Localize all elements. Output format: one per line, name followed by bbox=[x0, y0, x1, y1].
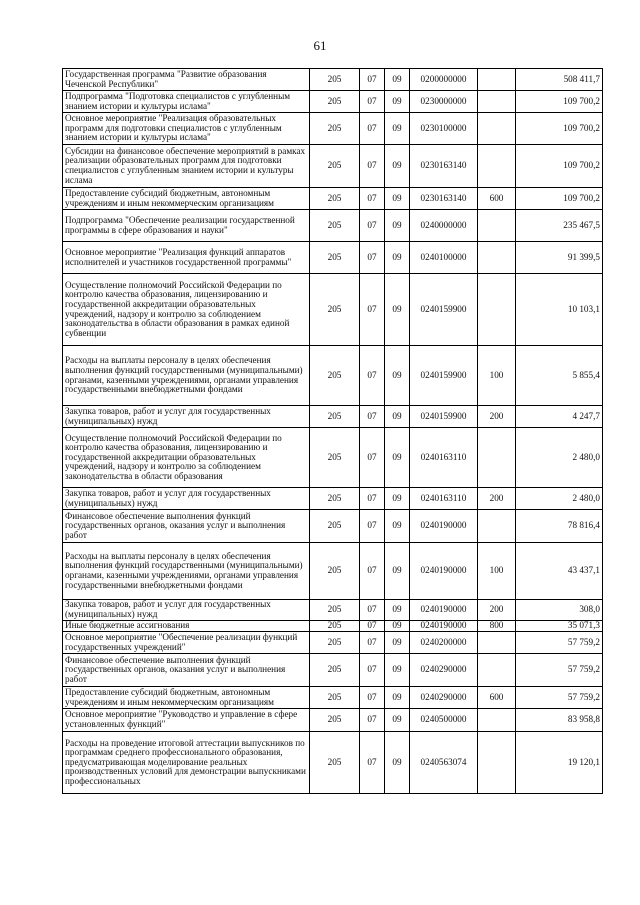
row-gr: 205 bbox=[310, 510, 360, 543]
row-vr bbox=[478, 91, 516, 113]
table-row bbox=[63, 406, 603, 428]
row-csr: 0230000000 bbox=[410, 91, 478, 113]
row-vr bbox=[478, 210, 516, 242]
row-csr: 0240163110 bbox=[410, 488, 478, 510]
row-csr: 0240190000 bbox=[410, 621, 478, 632]
row-vr: 200 bbox=[478, 406, 516, 428]
row-vr: 200 bbox=[478, 488, 516, 510]
row-gr: 205 bbox=[310, 274, 360, 346]
row-pr: 09 bbox=[385, 69, 410, 91]
row-rz: 07 bbox=[360, 654, 385, 687]
row-vr bbox=[478, 709, 516, 732]
row-gr: 205 bbox=[310, 406, 360, 428]
row-gr: 205 bbox=[310, 346, 360, 406]
row-rz: 07 bbox=[360, 274, 385, 346]
row-pr: 09 bbox=[385, 687, 410, 709]
row-csr: 0240200000 bbox=[410, 632, 478, 654]
row-vr bbox=[478, 274, 516, 346]
row-name: Основное мероприятие "Реализация образовательных программ для подготовки специалистов с углубленным знанием истории и культуры ислама" bbox=[63, 113, 310, 145]
table-row bbox=[63, 274, 603, 346]
row-pr: 09 bbox=[385, 91, 410, 113]
row-pr: 09 bbox=[385, 732, 410, 794]
table-row bbox=[63, 687, 603, 709]
row-name: Основное мероприятие "Обеспечение реализации функций государственных учреждений" bbox=[63, 632, 310, 654]
row-vr bbox=[478, 510, 516, 543]
row-gr: 205 bbox=[310, 188, 360, 210]
table-row bbox=[63, 188, 603, 210]
row-gr: 205 bbox=[310, 113, 360, 145]
page-number: 61 bbox=[313, 38, 327, 53]
row-vr bbox=[478, 145, 516, 188]
table-row bbox=[63, 91, 603, 113]
budget-table bbox=[62, 68, 603, 794]
row-vr bbox=[478, 428, 516, 488]
table-row bbox=[63, 543, 603, 600]
row-gr: 205 bbox=[310, 91, 360, 113]
row-pr: 09 bbox=[385, 210, 410, 242]
row-csr: 0240190000 bbox=[410, 600, 478, 621]
row-name: Основное мероприятие "Реализация функций аппаратов исполнителей и участников государственной программы" bbox=[63, 242, 310, 274]
row-rz: 07 bbox=[360, 632, 385, 654]
row-vr: 600 bbox=[478, 188, 516, 210]
row-sum: 43 437,1 bbox=[516, 543, 603, 600]
row-sum: 2 480,0 bbox=[516, 428, 603, 488]
row-sum: 57 759,2 bbox=[516, 687, 603, 709]
row-sum: 57 759,2 bbox=[516, 632, 603, 654]
row-name: Расходы на проведение итоговой аттестации выпускников по программам среднего профессионального образования, предусматривающая моделирование реальных производственных условий для демонстрации выпускниками профессиональных bbox=[63, 732, 310, 794]
table-row bbox=[63, 488, 603, 510]
row-rz: 07 bbox=[360, 91, 385, 113]
row-sum: 35 071,3 bbox=[516, 621, 603, 632]
row-csr: 0240290000 bbox=[410, 654, 478, 687]
row-name: Осуществление полномочий Российской Федерации по контролю качества образования, лицензированию и государственной аккредитации образовательных учреждений, надзору и контролю за соблюдением законодательства в области образования в рамках единой субвенции bbox=[63, 274, 310, 346]
table-row bbox=[63, 654, 603, 687]
row-rz: 07 bbox=[360, 543, 385, 600]
row-name: Подпрограмма "Подготовка специалистов с углубленным знанием истории и культуры ислама" bbox=[63, 91, 310, 113]
row-gr: 205 bbox=[310, 145, 360, 188]
row-rz: 07 bbox=[360, 428, 385, 488]
row-vr: 100 bbox=[478, 346, 516, 406]
row-vr bbox=[478, 242, 516, 274]
row-sum: 109 700,2 bbox=[516, 188, 603, 210]
table-row bbox=[63, 621, 603, 632]
row-rz: 07 bbox=[360, 188, 385, 210]
row-pr: 09 bbox=[385, 600, 410, 621]
row-name: Финансовое обеспечение выполнения функций государственных органов, оказания услуг и выполнения работ bbox=[63, 510, 310, 543]
row-name: Осуществление полномочий Российской Федерации по контролю качества образования, лицензированию и государственной аккредитации образовательных учреждений, надзору и контролю за соблюдением законодательства в области образования bbox=[63, 428, 310, 488]
table-row bbox=[63, 632, 603, 654]
row-sum: 508 411,7 bbox=[516, 69, 603, 91]
row-pr: 09 bbox=[385, 242, 410, 274]
row-sum: 109 700,2 bbox=[516, 145, 603, 188]
table-row bbox=[63, 69, 603, 91]
row-pr: 09 bbox=[385, 488, 410, 510]
row-csr: 0240159900 bbox=[410, 274, 478, 346]
row-gr: 205 bbox=[310, 687, 360, 709]
table-row bbox=[63, 510, 603, 543]
row-sum: 10 103,1 bbox=[516, 274, 603, 346]
row-pr: 09 bbox=[385, 113, 410, 145]
row-rz: 07 bbox=[360, 621, 385, 632]
row-vr: 800 bbox=[478, 621, 516, 632]
row-csr: 0240563074 bbox=[410, 732, 478, 794]
row-gr: 205 bbox=[310, 621, 360, 632]
row-name: Субсидии на финансовое обеспечение мероприятий в рамках реализации образовательных программ для подготовки специалистов с углубленным знанием истории и культуры ислама bbox=[63, 145, 310, 188]
row-name: Расходы на выплаты персоналу в целях обеспечения выполнения функций государственными (муниципальными) органами, казенными учреждениями, органами управления государственными внебюджетными фондами bbox=[63, 346, 310, 406]
row-rz: 07 bbox=[360, 210, 385, 242]
row-rz: 07 bbox=[360, 600, 385, 621]
table-row bbox=[63, 346, 603, 406]
row-pr: 09 bbox=[385, 428, 410, 488]
row-vr bbox=[478, 632, 516, 654]
budget-table-body bbox=[63, 69, 603, 794]
row-pr: 09 bbox=[385, 709, 410, 732]
row-name: Государственная программа "Развитие образования Чеченской Республики" bbox=[63, 69, 310, 91]
row-rz: 07 bbox=[360, 732, 385, 794]
row-name: Основное мероприятие "Руководство и управление в сфере установленных функций" bbox=[63, 709, 310, 732]
row-sum: 2 480,0 bbox=[516, 488, 603, 510]
row-rz: 07 bbox=[360, 406, 385, 428]
row-csr: 0240190000 bbox=[410, 543, 478, 600]
row-gr: 205 bbox=[310, 543, 360, 600]
row-vr bbox=[478, 654, 516, 687]
table-row bbox=[63, 210, 603, 242]
row-gr: 205 bbox=[310, 654, 360, 687]
row-name: Предоставление субсидий бюджетным, автономным учреждениям и иным некоммерческим организациям bbox=[63, 188, 310, 210]
row-pr: 09 bbox=[385, 346, 410, 406]
row-sum: 57 759,2 bbox=[516, 654, 603, 687]
table-row bbox=[63, 709, 603, 732]
row-rz: 07 bbox=[360, 346, 385, 406]
row-pr: 09 bbox=[385, 510, 410, 543]
table-row bbox=[63, 732, 603, 794]
row-gr: 205 bbox=[310, 732, 360, 794]
row-sum: 91 399,5 bbox=[516, 242, 603, 274]
row-csr: 0240159900 bbox=[410, 346, 478, 406]
row-gr: 205 bbox=[310, 600, 360, 621]
row-name: Подпрограмма "Обеспечение реализации государственной программы в сфере образования и науки" bbox=[63, 210, 310, 242]
table-row bbox=[63, 428, 603, 488]
row-name: Расходы на выплаты персоналу в целях обеспечения выполнения функций государственными (муниципальными) органами, казенными учреждениями, органами управления государственными внебюджетными фондами bbox=[63, 543, 310, 600]
row-rz: 07 bbox=[360, 687, 385, 709]
row-name: Финансовое обеспечение выполнения функций государственных органов, оказания услуг и выполнения работ bbox=[63, 654, 310, 687]
row-name: Закупка товаров, работ и услуг для государственных (муниципальных) нужд bbox=[63, 488, 310, 510]
row-rz: 07 bbox=[360, 145, 385, 188]
row-sum: 308,0 bbox=[516, 600, 603, 621]
row-sum: 19 120,1 bbox=[516, 732, 603, 794]
row-pr: 09 bbox=[385, 632, 410, 654]
row-name: Предоставление субсидий бюджетным, автономным учреждениям и иным некоммерческим организациям bbox=[63, 687, 310, 709]
row-pr: 09 bbox=[385, 543, 410, 600]
row-csr: 0240000000 bbox=[410, 210, 478, 242]
row-csr: 0230163140 bbox=[410, 188, 478, 210]
row-pr: 09 bbox=[385, 621, 410, 632]
row-gr: 205 bbox=[310, 428, 360, 488]
row-sum: 78 816,4 bbox=[516, 510, 603, 543]
row-sum: 83 958,8 bbox=[516, 709, 603, 732]
table-row bbox=[63, 600, 603, 621]
row-pr: 09 bbox=[385, 145, 410, 188]
row-pr: 09 bbox=[385, 188, 410, 210]
row-sum: 109 700,2 bbox=[516, 91, 603, 113]
row-name: Иные бюджетные ассигнования bbox=[63, 621, 310, 632]
row-csr: 0200000000 bbox=[410, 69, 478, 91]
row-vr bbox=[478, 113, 516, 145]
row-gr: 205 bbox=[310, 709, 360, 732]
row-rz: 07 bbox=[360, 709, 385, 732]
row-rz: 07 bbox=[360, 242, 385, 274]
row-rz: 07 bbox=[360, 488, 385, 510]
row-csr: 0240290000 bbox=[410, 687, 478, 709]
row-pr: 09 bbox=[385, 654, 410, 687]
row-vr: 200 bbox=[478, 600, 516, 621]
row-rz: 07 bbox=[360, 113, 385, 145]
row-csr: 0240100000 bbox=[410, 242, 478, 274]
row-gr: 205 bbox=[310, 242, 360, 274]
row-gr: 205 bbox=[310, 210, 360, 242]
row-csr: 0230163140 bbox=[410, 145, 478, 188]
row-name: Закупка товаров, работ и услуг для государственных (муниципальных) нужд bbox=[63, 600, 310, 621]
row-gr: 205 bbox=[310, 488, 360, 510]
row-sum: 235 467,5 bbox=[516, 210, 603, 242]
table-row bbox=[63, 113, 603, 145]
row-name: Закупка товаров, работ и услуг для государственных (муниципальных) нужд bbox=[63, 406, 310, 428]
row-vr: 100 bbox=[478, 543, 516, 600]
row-sum: 5 855,4 bbox=[516, 346, 603, 406]
table-row bbox=[63, 242, 603, 274]
row-vr bbox=[478, 732, 516, 794]
row-vr bbox=[478, 69, 516, 91]
row-vr: 600 bbox=[478, 687, 516, 709]
row-csr: 0230100000 bbox=[410, 113, 478, 145]
row-csr: 0240500000 bbox=[410, 709, 478, 732]
row-pr: 09 bbox=[385, 406, 410, 428]
row-rz: 07 bbox=[360, 69, 385, 91]
row-pr: 09 bbox=[385, 274, 410, 346]
row-gr: 205 bbox=[310, 69, 360, 91]
row-csr: 0240159900 bbox=[410, 406, 478, 428]
row-rz: 07 bbox=[360, 510, 385, 543]
row-sum: 109 700,2 bbox=[516, 113, 603, 145]
row-csr: 0240190000 bbox=[410, 510, 478, 543]
row-gr: 205 bbox=[310, 632, 360, 654]
row-csr: 0240163110 bbox=[410, 428, 478, 488]
row-sum: 4 247,7 bbox=[516, 406, 603, 428]
table-row bbox=[63, 145, 603, 188]
